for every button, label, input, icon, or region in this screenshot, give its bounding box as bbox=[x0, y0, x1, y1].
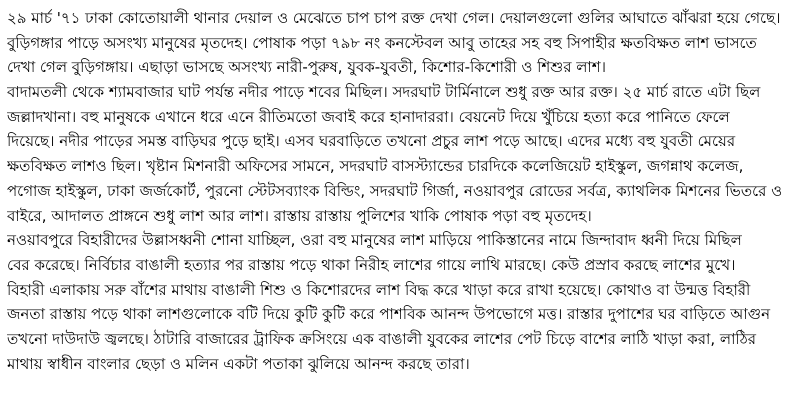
text-line: দিয়েছে। নদীর পাড়ের সমস্ত বাড়িঘর পুড়ে ছাই। এসব ঘরবাড়িতে তখনো প্রচুর লাশ পড়ে আছে। এদের মধ্যে বহু যুবতী মেয়ের bbox=[7, 132, 736, 151]
text-line: পগোজ হাইস্কুল, ঢাকা জর্জকোর্ট, পুরনো স্টেটসব্যাংক বিল্ডিং, সদরঘাট গির্জা, নওয়াবপুর রোডের সর্বত্র, ক্যাথলিক মিশনের ভিতরে ও bbox=[7, 181, 783, 200]
text-line: নওয়াবপুরে বিহারীদের উল্লাসধ্বনী শোনা যাচ্ছিল, ওরা বহু মানুষের লাশ মাড়িয়ে পাকিস্তানের নামে জিন্দাবাদ ধ্বনী দিয়ে মিছিল bbox=[7, 231, 742, 250]
text-line: বিহারী এলাকায় সরু বাঁশের মাথায় বাঙালী শিশু ও কিশোরদের লাশ বিদ্ধ করে খাড়া করে রাখা হয়েছে। কোথাও বা উন্মত্ত বিহারী bbox=[7, 280, 751, 299]
text-line: বাদামতলী থেকে শ্যামবাজার ঘাট পর্যন্ত নদীর পাড়ে শবের মিছিল। সদরঘাট টার্মিনালে শুধু রক্ত আর রক্ত। ২৫ মার্চ রাতে এটা ছিল bbox=[7, 83, 761, 102]
text-line: তখনো দাউদাউ জ্বলছে। ঠাটারি বাজারের ট্রাফিক ক্রসিংয়ে এক বাঙালী যুবকের লাশের পেট চিড়ে বাশের লাঠি খাড়া করা, লাঠির bbox=[7, 329, 756, 348]
text-line: দেখা গেল বুড়িগঙ্গায়। এছাড়া ভাসছে অসংখ্য নারী-পুরুষ, যুবক-যুবতী, কিশোর-কিশোরী ও শিশুর লাশ। bbox=[7, 58, 607, 77]
text-line: বুড়িগঙ্গার পাড়ে অসংখ্য মানুষের মৃতদেহ। পোষাক পড়া ৭৯৮ নং কনস্টেবল আবু তাহের সহ বহু সিপাহীর ক্ষতবিক্ষত লাশ ভাসতে bbox=[7, 33, 757, 52]
text-line: ক্ষতবিক্ষত লাশও ছিল। খৃষ্টান মিশনারী অফিসের সামনে, সদরঘাট বাসস্ট্যান্ডের চারদিকে কলেজিয়েট হাইস্কুল, জগন্নাথ কলেজ, bbox=[7, 157, 744, 176]
text-line: বের করেছে। নির্বিচার বাঙালী হত্যার পর রাস্তায় পড়ে থাকা নিরীহ লাশের গায়ে লাথি মারছে। কেউ প্রস্রাব করছে লাশের মুখে। bbox=[7, 255, 736, 274]
text-line: জনতা রাস্তায় পড়ে থাকা লাশগুলোকে বটি দিয়ে কুটি কুটি করে পাশবিক আনন্দ উপভোগে মত্ত। রাস্তার দুপাশের ঘর বাড়িতে আগুন bbox=[7, 305, 771, 324]
document-text bbox=[7, 6, 789, 376]
text-line: বাইরে, আদালত প্রাঙ্গনে শুধু লাশ আর লাশ। রাস্তায় রাস্তায় পুলিশের খাকি পোষাক পড়া বহু মৃতদেহ। bbox=[7, 206, 592, 225]
text-line: মাথায় স্বাধীন বাংলার ছেড়া ও মলিন একটা পতাকা ঝুলিয়ে আনন্দ করছে তারা। bbox=[7, 354, 470, 373]
text-line: ২৯ মার্চ '৭১ ঢাকা কোতোয়ালী থানার দেয়াল ও মেঝেতে চাপ চাপ রক্ত দেখা গেল। দেয়ালগুলো গুলির আঘাতে ঝাঁঝরা হয়ে গেছে। bbox=[7, 9, 781, 27]
text-line: জল্লাদখানা। বহু মানুষকে এখানে ধরে এনে রীতিমতো জবাই করে হানাদাররা। বেয়নেট দিয়ে খুঁচিয়ে হত্যা করে পানিতে ফেলে bbox=[7, 107, 730, 126]
